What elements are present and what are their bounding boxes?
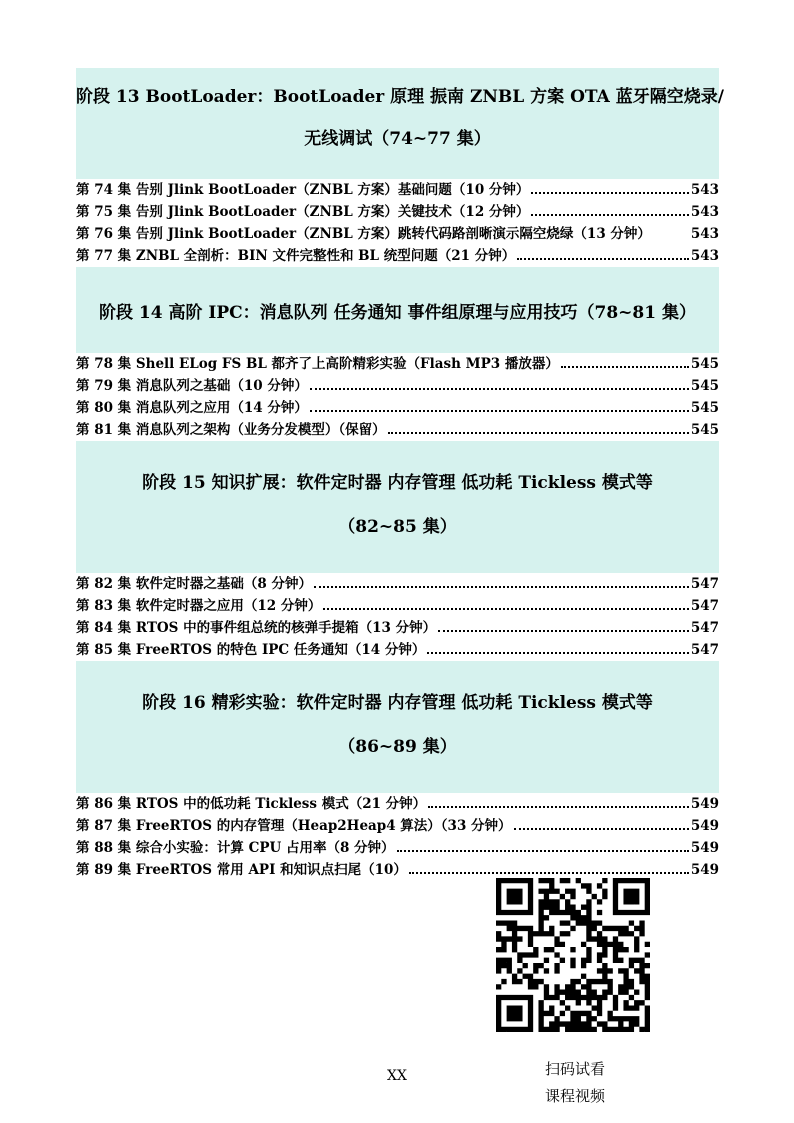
page-number: XX — [387, 1068, 407, 1084]
toc-entry-page: 547 — [690, 642, 719, 658]
toc-list-stage-16 — [76, 793, 719, 881]
toc-entry-page: 549 — [690, 818, 719, 834]
stage-heading-line: 阶段 15 知识扩展：软件定时器 内存管理 低功耗 Tickless 模式等 — [142, 473, 653, 493]
toc-entry[interactable] — [76, 639, 719, 661]
toc-entry-page: 543 — [690, 248, 719, 264]
toc-list-stage-15 — [76, 573, 719, 661]
leader-dots — [428, 806, 689, 808]
toc-entry[interactable] — [76, 837, 719, 859]
stage-heading-line: （86~89 集） — [338, 737, 457, 757]
toc-list-stage-14 — [76, 353, 719, 441]
toc-entry[interactable] — [76, 201, 719, 223]
toc-entry-title: 第 82 集 软件定时器之基础（8 分钟） — [76, 576, 312, 592]
toc-entry-title: 第 80 集 消息队列之应用（14 分钟） — [76, 400, 308, 416]
qr-caption-line: 课程视频 — [544, 1087, 605, 1105]
toc-entry-page: 543 — [690, 204, 719, 220]
toc-entry-title: 第 83 集 软件定时器之应用（12 分钟） — [76, 598, 322, 614]
toc-entry[interactable] — [76, 617, 719, 639]
toc-entry[interactable] — [76, 419, 719, 441]
toc-entry-page: 549 — [690, 796, 719, 812]
leader-dots — [427, 652, 688, 654]
toc-entry[interactable] — [76, 353, 719, 375]
toc-entry-page: 545 — [690, 422, 719, 438]
leader-dots — [314, 586, 689, 588]
qr-code-icon — [496, 878, 650, 1032]
qr-modules — [496, 878, 650, 1032]
qr-caption-line: 扫码试看 — [544, 1060, 605, 1078]
stage-13-heading — [76, 68, 724, 179]
toc-entry-title: 第 87 集 FreeRTOS 的内存管理（Heap2Heap4 算法）（33 分钟） — [76, 818, 512, 834]
leader-dots — [561, 366, 689, 368]
toc-entry-page: 543 — [690, 182, 719, 198]
toc-entry-title: 第 84 集 RTOS 中的事件组总统的核弹手提箱（13 分钟） — [76, 620, 437, 636]
leader-dots — [438, 630, 689, 632]
stage-heading-line: （82~85 集） — [338, 517, 457, 537]
toc-entry[interactable] — [76, 179, 719, 201]
toc-entry[interactable] — [76, 595, 719, 617]
toc-entry[interactable] — [76, 245, 719, 267]
stage-16-heading — [76, 661, 719, 793]
toc-entry-page: 547 — [690, 576, 719, 592]
toc-entry[interactable] — [76, 397, 719, 419]
toc-entry-title: 第 75 集 告别 Jlink BootLoader（ZNBL 方案）关键技术（12 分钟） — [76, 204, 530, 220]
stage-heading-line: 阶段 14 高阶 IPC：消息队列 任务通知 事件组原理与应用技巧（78~81 集） — [99, 302, 696, 323]
leader-dots — [397, 850, 689, 852]
stage-15-heading — [76, 441, 719, 573]
toc-entry-page: 543 — [690, 226, 719, 242]
leader-dots — [310, 410, 689, 412]
toc-entry-page: 549 — [690, 840, 719, 856]
leader-dots — [409, 872, 689, 874]
qr-code-image[interactable] — [496, 878, 650, 1032]
toc-entry[interactable] — [76, 573, 719, 595]
toc-entry[interactable] — [76, 223, 719, 245]
leader-dots — [531, 214, 688, 216]
toc-entry-title: 第 77 集 ZNBL 全剖析：BIN 文件完整性和 BL 统型问题（21 分钟） — [76, 248, 516, 264]
leader-dots — [388, 432, 689, 434]
toc-page — [76, 68, 724, 881]
toc-entry-page: 545 — [690, 356, 719, 372]
toc-entry-title: 第 78 集 Shell ELog FS BL 都齐了上高阶精彩实验（Flash MP3 播放器） — [76, 356, 559, 372]
toc-entry[interactable] — [76, 815, 719, 837]
leader-dots — [517, 258, 689, 260]
stage-14-heading — [76, 267, 719, 353]
toc-entry-title: 第 85 集 FreeRTOS 的特色 IPC 任务通知（14 分钟） — [76, 642, 426, 658]
toc-entry-title: 第 89 集 FreeRTOS 常用 API 和知识点扫尾（10） — [76, 862, 407, 878]
qr-caption — [520, 1056, 630, 1110]
toc-entry-page: 545 — [690, 400, 719, 416]
toc-entry-title: 第 81 集 消息队列之架构（业务分发模型）（保留） — [76, 422, 386, 438]
toc-list-stage-13 — [76, 179, 719, 267]
toc-entry[interactable] — [76, 375, 719, 397]
toc-entry[interactable] — [76, 793, 719, 815]
leader-dots — [514, 828, 689, 830]
toc-entry-title: 第 79 集 消息队列之基础（10 分钟） — [76, 378, 308, 394]
stage-heading-line: 无线调试（74~77 集） — [304, 129, 491, 149]
toc-entry-page: 549 — [690, 862, 719, 878]
toc-entry-title: 第 74 集 告别 Jlink BootLoader（ZNBL 方案）基础问题（10 分钟） — [76, 182, 530, 198]
leader-dots — [323, 608, 688, 610]
toc-entry-page: 545 — [690, 378, 719, 394]
toc-entry-title: 第 88 集 综合小实验：计算 CPU 占用率（8 分钟） — [76, 840, 395, 856]
toc-entry-title: 第 76 集 告别 Jlink BootLoader（ZNBL 方案）跳转代码路剖晰演示隔空烧绿（13 分钟） — [76, 226, 651, 242]
stage-heading-line: 阶段 13 BootLoader：BootLoader 原理 振南 ZNBL 方案 OTA 蓝牙隔空烧录/ — [76, 87, 724, 107]
toc-entry-title: 第 86 集 RTOS 中的低功耗 Tickless 模式（21 分钟） — [76, 796, 427, 812]
toc-entry-page: 547 — [690, 620, 719, 636]
stage-heading-line: 阶段 16 精彩实验：软件定时器 内存管理 低功耗 Tickless 模式等 — [142, 693, 653, 713]
toc-entry-page: 547 — [690, 598, 719, 614]
leader-dots — [531, 192, 688, 194]
leader-dots — [310, 388, 689, 390]
